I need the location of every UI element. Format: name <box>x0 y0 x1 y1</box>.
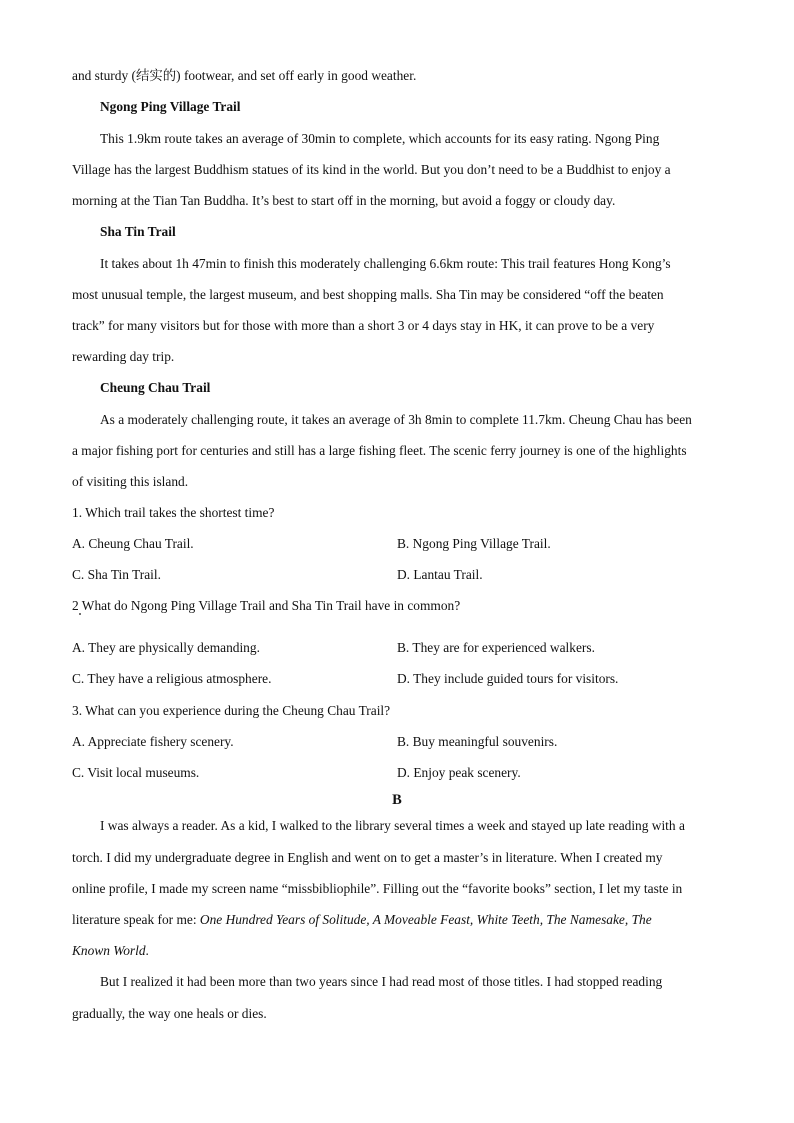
trail-text-line: a major fishing port for centuries and still has a large fishing fleet. The scenic ferry journey is one of the highlights <box>72 443 687 458</box>
stray-dot-mark <box>79 613 81 615</box>
question-2-option-d: D. They include guided tours for visitors. <box>397 671 619 686</box>
question-stem-3: 3. What can you experience during the Cheung Chau Trail? <box>72 703 391 718</box>
question-3-option-c: C. Visit local museums. <box>72 765 200 780</box>
trail-text-line: of visiting this island. <box>72 474 189 489</box>
question-1-option-d: D. Lantau Trail. <box>397 567 483 582</box>
passage-b-line: I was always a reader. As a kid, I walked to the library several times a week and stayed up late reading with a <box>100 818 685 833</box>
question-1-option-b: B. Ngong Ping Village Trail. <box>397 536 551 551</box>
trail-text-line: Village has the largest Buddhism statues of its kind in the world. But you don’t need to be a Buddhist to enjoy a <box>72 162 671 177</box>
passage-b-line <box>72 911 652 929</box>
question-2-option-c: C. They have a religious atmosphere. <box>72 671 272 686</box>
section-b-heading: B <box>392 792 402 808</box>
book-title-known-world: Known World <box>72 943 146 958</box>
question-stem-2: 2 What do Ngong Ping Village Trail and Sha Tin Trail have in common? <box>72 598 461 613</box>
passage-b-line: online profile, I made my screen name “missbibliophile”. Filling out the “favorite books” section, I let my taste in <box>72 881 683 896</box>
trail-text-line: This 1.9km route takes an average of 30min to complete, which accounts for its easy rating. Ngong Ping <box>100 131 660 146</box>
question-2-option-b: B. They are for experienced walkers. <box>397 640 595 655</box>
continuation-line: and sturdy (结实的) footwear, and set off early in good weather. <box>72 68 417 83</box>
question-1-option-a: A. Cheung Chau Trail. <box>72 536 194 551</box>
trail-text-line: rewarding day trip. <box>72 349 175 364</box>
trail-heading-cheung-chau: Cheung Chau Trail <box>100 380 211 395</box>
question-1-option-c: C. Sha Tin Trail. <box>72 567 161 582</box>
trail-heading-ngong-ping: Ngong Ping Village Trail <box>100 99 241 114</box>
question-3-option-d: D. Enjoy peak scenery. <box>397 765 521 780</box>
trail-text-line: morning at the Tian Tan Buddha. It’s best to start off in the morning, but avoid a foggy or cloudy day. <box>72 193 616 208</box>
trail-text-line: It takes about 1h 47min to finish this moderately challenging 6.6km route: This trail features Hong Kong’s <box>100 256 671 271</box>
passage-b-line: torch. I did my undergraduate degree in English and went on to get a master’s in literature. When I created my <box>72 850 663 865</box>
passage-b-line: gradually, the way one heals or dies. <box>72 1006 267 1021</box>
question-2-option-a: A. They are physically demanding. <box>72 640 260 655</box>
passage-b-line-prefix: literature speak for me: <box>72 912 200 927</box>
trail-text-line: As a moderately challenging route, it takes an average of 3h 8min to complete 11.7km. Cheung Chau has been <box>100 412 692 427</box>
question-3-option-b: B. Buy meaningful souvenirs. <box>397 734 558 749</box>
passage-b-line: But I realized it had been more than two years since I had read most of those titles. I had stopped reading <box>100 974 663 989</box>
period: . <box>145 943 149 958</box>
trail-heading-sha-tin: Sha Tin Trail <box>100 224 176 239</box>
book-titles: One Hundred Years of Solitude, A Moveable Feast, White Teeth, The Namesake, The <box>199 912 652 927</box>
trail-text-line: track” for many visitors but for those with more than a short 3 or 4 days stay in HK, it can prove to be a very <box>72 318 655 333</box>
trail-text-line: most unusual temple, the largest museum, and best shopping malls. Sha Tin may be considered “off the beaten <box>72 287 664 302</box>
question-3-option-a: A. Appreciate fishery scenery. <box>72 734 234 749</box>
passage-b-line <box>72 942 149 960</box>
question-stem-1: 1. Which trail takes the shortest time? <box>72 505 275 520</box>
